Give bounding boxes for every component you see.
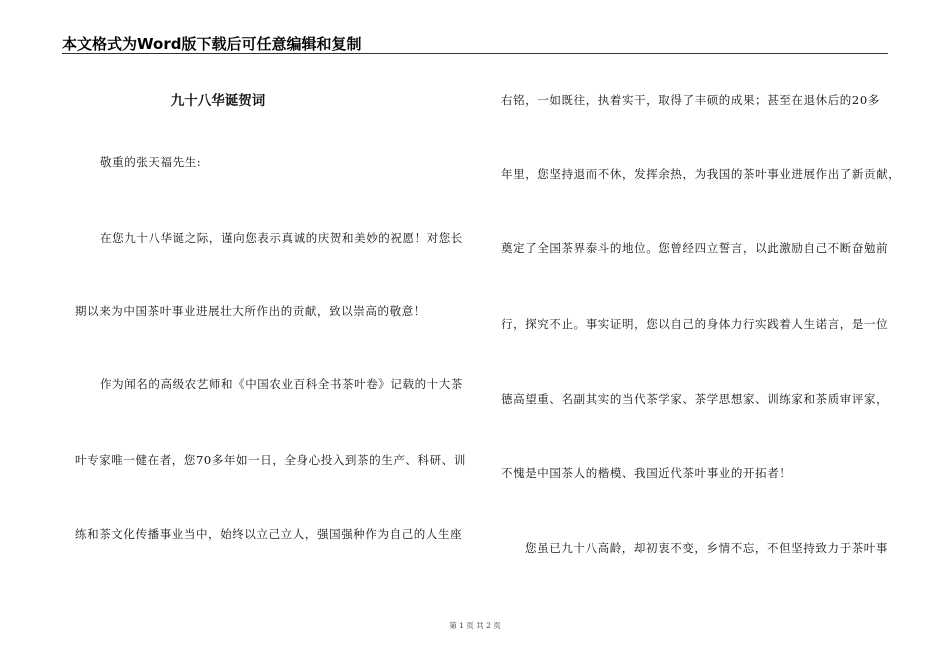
paragraph-line: 奠定了全国茶界泰斗的地位。您曾经四立誓言，以此激励自己不断奋勉前: [501, 241, 889, 255]
header-divider: [62, 53, 888, 54]
paragraph-line: 年里，您坚持退而不休，发挥余热，为我国的茶叶事业进展作出了新贡献，: [501, 167, 901, 181]
paragraph-line: 不愧是中国茶人的楷模、我国近代茶叶事业的开拓者！: [501, 466, 792, 480]
paragraph-line: 期以来为中国茶叶事业进展壮大所作出的贡献，致以崇高的敬意！: [75, 304, 426, 318]
paragraph-line: 在您九十八华诞之际，谨向您表示真诚的庆贺和美妙的祝愿！对您长: [100, 231, 463, 245]
page-number-footer: 第 1 页 共 2 页: [449, 621, 501, 630]
paragraph-line: 德高望重、名副其实的当代茶学家、茶学思想家、训练家和茶质审评家，: [501, 392, 889, 406]
document-title: 九十八华诞贺词: [170, 93, 266, 109]
salutation-line: 敬重的张天福先生:: [100, 155, 202, 169]
paragraph-line: 右铭，一如既往，执着实干，取得了丰硕的成果；甚至在退休后的20多: [501, 93, 880, 107]
paragraph-line: 行，探究不止。事实证明，您以自己的身体力行实践着人生诺言，是一位: [501, 317, 889, 331]
document-header-banner: 本文格式为Word版下载后可任意编辑和复制: [62, 35, 362, 53]
paragraph-line: 您虽已九十八高龄，却初衷不变，乡情不忘，不但坚持致力于茶叶事: [525, 541, 888, 555]
paragraph-line: 叶专家唯一健在者，您70多年如一日，全身心投入到茶的生产、科研、训: [75, 453, 466, 467]
paragraph-line: 练和茶文化传播事业当中，始终以立己立人，强国强种作为自己的人生座: [75, 527, 463, 541]
paragraph-line: 作为闻名的高级农艺师和《中国农业百科全书茶叶卷》记载的十大茶: [100, 377, 463, 391]
